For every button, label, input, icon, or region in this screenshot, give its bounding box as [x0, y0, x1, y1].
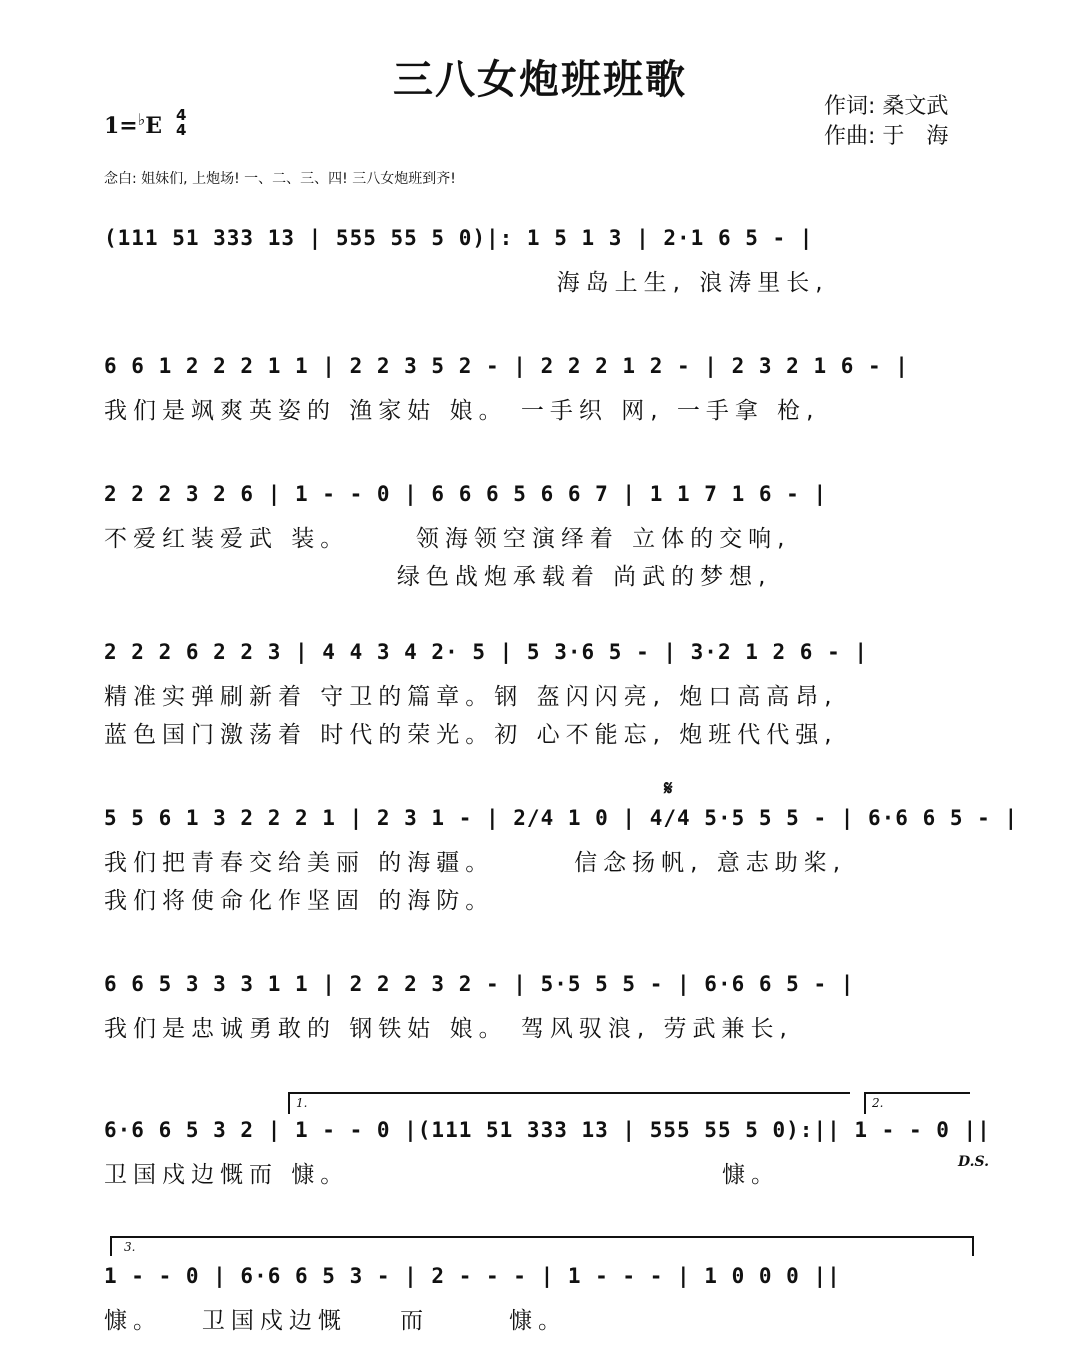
volta-3-bracket [110, 1236, 974, 1238]
notes-line: 6 6 5 3 3 3 1 1 | 2 2 2 3 2 - | 5·5 5 5 - | 6·6 6 5 - | [104, 972, 855, 996]
credits [824, 92, 948, 152]
notes-line: 2 2 2 6 2 2 3 | 4 4 3 4 2· 5 | 5 3·6 5 - | 3·2 1 2 6 - | [104, 640, 869, 664]
notes-line: 2 2 2 3 2 6 | 1 - - 0 | 6 6 6 5 6 6 7 | 1 1 7 1 6 - | [104, 482, 828, 506]
lyrics-line-1: 精准实弹刷新着 守卫的篇章。钢 盔闪闪亮, 炮口高高昂, [104, 684, 838, 710]
lyrics-line-2: 我们将使命化作坚固 的海防。 [104, 888, 495, 914]
volta-2-bracket-left [864, 1092, 866, 1114]
notes-line: 1 - - 0 | 6·6 6 5 3 - | 2 - - - | 1 - - - | 1 0 0 0 || [104, 1264, 841, 1288]
spoken-intro: 念白: 姐妹们, 上炮场! 一、二、三、四! 三八女炮班到齐! [104, 171, 456, 187]
flat-sign: ♭ [137, 110, 146, 129]
volta-3-bracket-right [972, 1236, 974, 1256]
time-signature-top: 4 [176, 106, 187, 124]
segno-mark: 𝄋 [664, 776, 673, 800]
lyrics-line-1: 我们是飒爽英姿的 渔家姑 娘。 一手织 网, 一手拿 枪, [104, 398, 820, 424]
volta-1-bracket-left [288, 1092, 290, 1114]
ds-mark: D.S. [958, 1154, 990, 1170]
song-title: 三八女炮班班歌 [393, 57, 687, 103]
volta-3-bracket-left [110, 1236, 112, 1256]
volta-1-label: 1. [296, 1096, 308, 1110]
notes-line: 5 5 6 1 3 2 2 2 1 | 2 3 1 - | 2/4 1 0 | 4/4 5·5 5 5 - | 6·6 6 5 - | [104, 806, 1019, 830]
key-note: E [145, 113, 163, 139]
key-prefix: 1= [104, 113, 138, 139]
notes-line: (111 51 333 13 | 555 55 5 0)|: 1 5 1 3 | 2·1 6 5 - | [104, 226, 814, 250]
lyrics-line-1: 慷。 卫国戍边慨 而 慷。 [104, 1308, 568, 1334]
composer: 作曲: 于 海 [824, 124, 949, 149]
lyrics-line-1: 不爱红装爱武 装。 领海领空演绎着 立体的交响, [104, 526, 791, 552]
notes-line: 6·6 6 5 3 2 | 1 - - 0 |(111 51 333 13 | 555 55 5 0):|| 1 - - 0 || [104, 1118, 991, 1142]
lyrics-line-1: 我们是忠诚勇敢的 钢铁姑 娘。 驾风驭浪, 劳武兼长, [104, 1016, 793, 1042]
lyrics-line-1: 卫国戍边慨而 慷。 慷。 [104, 1162, 781, 1188]
lyrics-line-1: 我们把青春交给美丽 的海疆。 信念扬帆, 意志助桨, [104, 850, 847, 876]
lyrics-line-1: 海岛上生, 浪涛里长, [104, 270, 829, 296]
time-signature [176, 108, 186, 138]
notes-line: 6 6 1 2 2 2 1 1 | 2 2 3 5 2 - | 2 2 2 1 2 - | 2 3 2 1 6 - | [104, 354, 909, 378]
volta-2-label: 2. [872, 1096, 884, 1110]
volta-2-bracket [864, 1092, 970, 1094]
volta-1-bracket [288, 1092, 850, 1094]
volta-3-label: 3. [124, 1240, 136, 1254]
lyrics-line-2: 蓝色国门激荡着 时代的荣光。初 心不能忘, 炮班代代强, [104, 722, 838, 748]
key-signature [104, 110, 162, 139]
lyrics-line-2: 绿色战炮承载着 尚武的梦想, [104, 564, 772, 590]
lyricist: 作词: 桑文武 [824, 94, 949, 119]
time-signature-bottom: 4 [176, 121, 187, 139]
